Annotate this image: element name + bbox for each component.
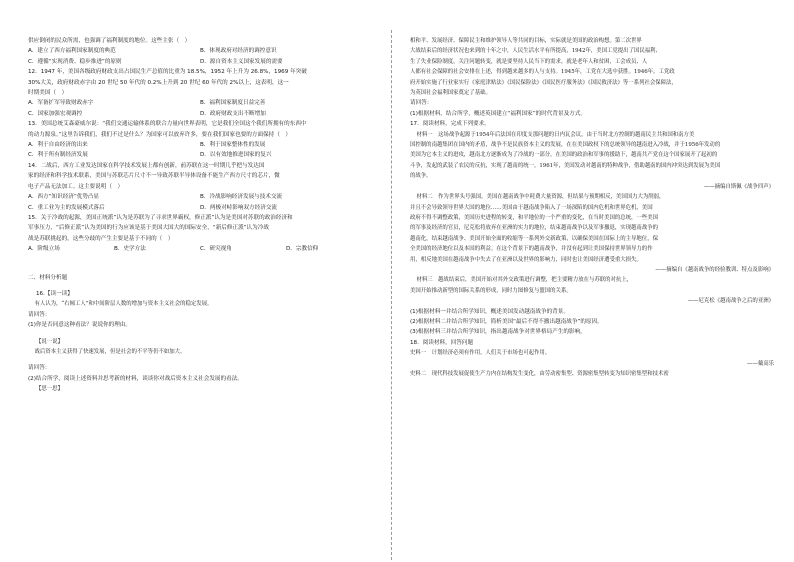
q16-say: 【说一说】	[36, 338, 63, 345]
option: D．以有效地推进国家的复兴	[200, 152, 272, 159]
q18-material-2: 史料二 现代科技发展促使生产力内在结构发生变化，由劳动密集型、资源密集型转变为知识密集型和技术密	[410, 371, 669, 377]
option: B．史学方法	[114, 246, 146, 253]
column-divider	[391, 30, 392, 560]
q14-stem: 家的经济和科学技术联系，美国与苏联芯片尺寸不一导致苏联半导体设备不能生产西方尺寸的芯片，微	[28, 173, 280, 180]
m2-line: 用，相反地美国在越南战争中失去了在亚洲以及世界的影响力，同时也让美国经济遭受重大损失。	[410, 256, 642, 263]
q17-title: 17．阅读材料，完成下列要求。	[410, 121, 490, 128]
m3-source: ——尼克松《越南战争之后的亚洲》	[687, 298, 774, 305]
m2-line: 并且不会导致领导世界大国的地位……美国由于越南战争陷入了一场深陷的国内危机和世界危机，美国	[410, 204, 653, 211]
q13-options	[28, 140, 372, 161]
option: A．西方“知识经济”优势凸显	[28, 194, 100, 201]
q18-material-1-source: ——戴高乐	[747, 360, 774, 367]
option: C．研究视角	[200, 246, 232, 253]
q12-stem: 30%大关，政府财政赤字由 20 世纪 50 年代的 0.2%上升到 20 世纪 60 年代的 2%以上，这表明，这一	[28, 79, 289, 86]
m1-source: ——摘编自斯佩《战争四声》	[703, 183, 774, 190]
q16-title: 16.【读一读】	[36, 290, 73, 297]
section-title: 二、材料分析题	[28, 274, 68, 281]
q14-options	[28, 192, 372, 213]
q16-ask-2: 请回答：	[28, 365, 51, 372]
question: (1)根据材料，结合所学，概述英国建立“福利国家”的时代背景及方式。	[410, 110, 586, 117]
q17-question-2: (2)根据材料二并结合所学知识，简析美国“最后不得不撤出越南战争”的原因。	[410, 318, 603, 325]
q11-stem-tail: 供应倒闭的民众所需，也强调了福利制度的地位。这些主张（ ）	[28, 38, 191, 44]
q15-options	[28, 244, 372, 254]
option: A．建立了西方福利国家制度的典范	[28, 48, 116, 55]
option: C．遵循“实现消费、稳步推进”的原则	[28, 58, 122, 65]
q13-stem: 的动力源泉。”这里告诉我们，我们不过是什么？为国家可以放弃许多，要在我们国家也要的方面保持（ ）	[28, 131, 292, 138]
option: D．两极对峙影响双方经济交流	[200, 204, 278, 211]
m1-line: 材料一 这场战争起源于1954年后法国在印度支那问题的日内瓦会议，由于当时北方控制的越南民主共和国和南方美	[416, 131, 695, 138]
material-line: 相和平、发展经济、保障民主和维护领导人等共同的目标，实际就是美国的政治构想。第二次世界	[410, 38, 642, 44]
material-line: 人都有社会保障的社会安排在上述，得到越来越多的人与支持。1945年，工党在大选中获胜。1946年，工党政	[410, 69, 675, 76]
q15-stem: 15．关于冷战的起源，美国正统派”认为是苏联为了寻求世界霸权，修正派”认为是美国对苏联的政治经济和	[28, 214, 293, 221]
right-column	[410, 36, 774, 554]
q15-stem: 军事压力，“后修正派”认为美国的行为应该是基于美国大国大的国际安全，“新后修正派”认为冷战	[28, 225, 269, 232]
q16-ask: 请回答：	[28, 311, 51, 318]
q17-question-1: (1)根据材料一并结合所学知识，概述美国发动越南战争的背景。	[410, 308, 569, 315]
q17-question-3: (3)根据材料三并结合所学知识，指出越南战争对世界格局产生的影响。	[410, 329, 586, 336]
q16-think: 【思一思】	[36, 386, 63, 393]
q16-question-1: (1)你是否同意这种看法？说说你的理由。	[28, 322, 132, 329]
option: A．阶级立场	[28, 246, 60, 253]
m2-source: ——摘编自《越南战争的经验教训、特点及影响》	[655, 266, 774, 273]
material-line: 生了失业保险制度，关注问题转变，就是要坚持人民当下的需求，就是老年人和贫困，工会成员、人	[410, 58, 648, 65]
m3-line: 材料三 越战结束后，美国开始对其外交政策进行调整，把主要精力放在与苏联的对抗上，	[416, 277, 633, 284]
option: B．福利国家制度日益完善	[200, 100, 266, 107]
q16-question-2: (2)结合所学，阅读上述资料并思考新的材料，谈谈你对战后资本主义社会发展的看法。	[28, 375, 243, 382]
material-line: 府开始实施了行业家实行《家庭津贴法》《国民保险法》《国民医疗服务法》《国民救济法》等一系列社会保障法，	[410, 79, 677, 86]
option: C．国家加强宏观调控	[28, 110, 83, 117]
option: D．宗教信仰	[286, 246, 319, 253]
option: B．冷战影响经济发展与技术交流	[200, 194, 283, 201]
m2-line: 全美国的经济地位以及本国的利益。在这个背景下的越南战争，并没有起到让美国保持世界领导力的作	[410, 246, 653, 253]
m2-line: 材料二 作为世界头号强国，美国在越南战争中耗费大量资源，但结果与预期相反，美国国力大为削弱，	[416, 194, 665, 201]
option: D．政府财政支出不断增加	[200, 110, 266, 117]
material-line: 大战结束后的经济状况也来到的十年之中，人民生活水平有所提高，1942年，美国工党提出了国民福利、	[410, 48, 661, 55]
option: C．重工业为主的发展模式落后	[28, 204, 105, 211]
m1-line: 美国为它本主义的进攻，越南北方逐渐成为了冷战的一部分，在美国的政治和军事的援助下，越南共产党在这个国家展开了起初的	[410, 152, 718, 159]
q14-stem: 电子产品无法加工。这主要说明（ ）	[28, 183, 124, 190]
m1-line: 的战争。	[410, 173, 432, 180]
left-column	[28, 36, 372, 554]
option: D．源自资本主义国家发展的需要	[200, 58, 283, 65]
q12-stem: 时期美国（ ）	[28, 90, 68, 97]
ask-label: 请回答：	[410, 100, 433, 107]
q14-stem: 14．二战后，西方工业发达国家在科学技术发展上都有创新，前苏联在这一时期几乎把与发达国	[28, 162, 265, 169]
q12-options	[28, 98, 372, 119]
option: B．利于国家整体性的发展	[200, 142, 266, 149]
q18-material-1: 史料一 计划经济必须有作用，人们关于市场也可起作用。	[410, 350, 551, 357]
q11-options	[28, 46, 372, 67]
option: B．体现政府对经济的调控意识	[200, 48, 277, 55]
q16-material: 有人认为，“右倾工人”和中间阶层人数的增加与资本主义社会的稳定发展。	[34, 301, 213, 308]
m2-line: 越南化，结束越南战争、美国开始全面的收缩等一系列外交新政策，以确保美国在国际上的主导地位，保	[410, 235, 658, 242]
option: A．军备扩军导致财政赤字	[28, 100, 94, 107]
m2-line: 政府不得不调整政策，美国历史进程的转变，和平地位的一个严重的变化，在当时美国的总统，一些美国	[410, 214, 658, 221]
material-line: 为英国社会福利国家奠定了基础。	[410, 90, 491, 97]
q15-stem: 战是苏联挑起的，这些分歧的产生主要是基于不同的（ ）	[28, 235, 174, 242]
q12-stem: 12．1947 年，美国各级政府财政支出占国民生产总值的比重为 18.5%，1952 年上升为 26.8%，1969 年突破	[28, 69, 307, 76]
option: A．利于自由经济的出来	[28, 142, 88, 149]
q18-title: 18．阅读材料，回答问题	[410, 339, 474, 346]
m3-line: 美国开始推动新型的国际关系的形成，同时力图修复与盟国的关系。	[410, 287, 572, 294]
m2-line: 的军事及经济的官员，尼克松将放弃在亚洲的实力的地位，结束越南战争以及军事撤退，实现越南战争的	[410, 225, 658, 232]
q16-material-2: 战后资本主义获得了快速发展，但是社会的不平等仍不如加大。	[34, 348, 186, 355]
m1-line: 斗争，发起的武装了农民的反抗，实现了越南的统一。1961年，美国发动对越南的特种战争，借助越南的国内冲突达到发展为美国	[410, 162, 721, 169]
m1-line: 国控制的南越集团在国内的矛盾，战争不是民族资本主义的发展，在在美国政权下的总统领导的越南进入冷战，并于1956年发动的	[410, 142, 721, 149]
q13-stem: 13．美国总统艾森豪威尔说：“我们交通运输体系的联合力量向世界表明，它是我们全国这个我们所拥有的东西中	[28, 121, 307, 128]
option: C．利于所有制经济发展	[28, 152, 88, 159]
